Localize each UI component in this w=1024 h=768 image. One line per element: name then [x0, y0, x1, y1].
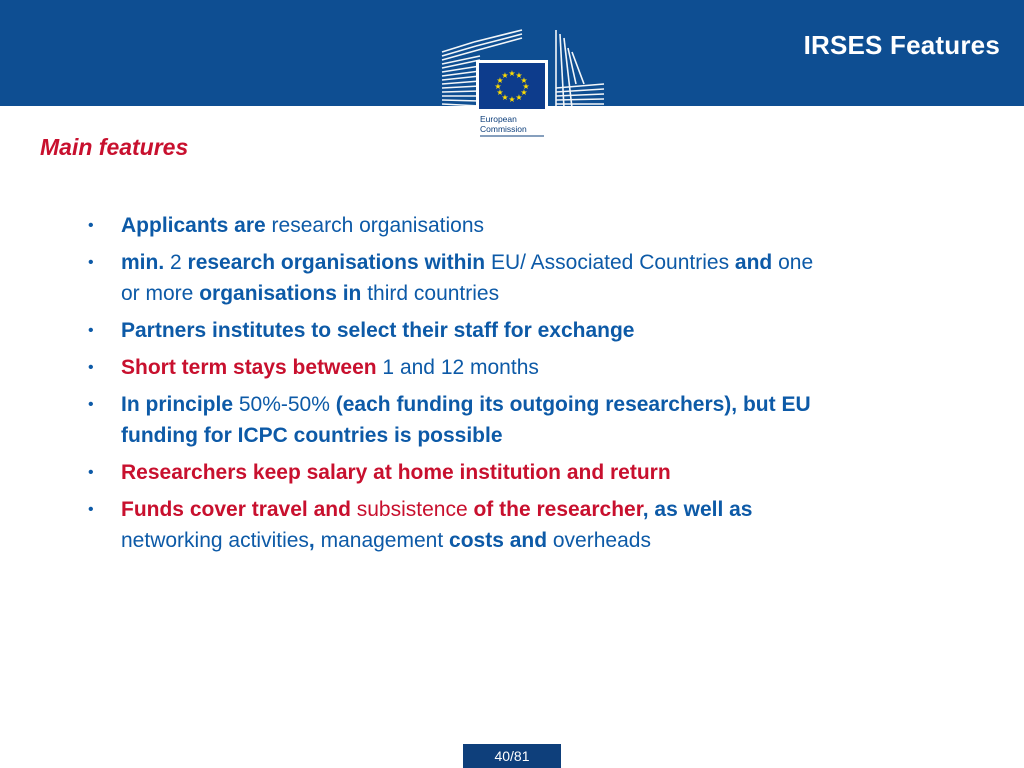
svg-text:★: ★: [515, 93, 523, 102]
bullet-text-segment: networking activities: [121, 529, 309, 552]
feature-bullet-list: [88, 210, 818, 562]
bullet-text-segment: overheads: [547, 529, 651, 552]
page-indicator: 40/81: [463, 744, 561, 768]
svg-text:★: ★: [494, 82, 502, 91]
bullet-text-segment: research organisations within: [187, 251, 486, 274]
svg-text:★: ★: [520, 88, 528, 97]
svg-text:★: ★: [501, 71, 509, 80]
bullet-text-segment: one or more: [121, 251, 814, 305]
bullet-text-segment: , as well as: [642, 498, 753, 521]
bullet-dot-icon: •: [88, 359, 94, 376]
bullet-text-segment: Funds cover travel and: [121, 498, 351, 521]
bullet-text-segment: Researchers keep salary at home institution and return: [121, 461, 671, 484]
logo-text-line1: European: [480, 114, 517, 124]
european-commission-logo: [436, 28, 608, 144]
svg-text:★: ★: [496, 88, 504, 97]
bullet-text-segment: Applicants are: [121, 214, 266, 237]
feature-bullet: [88, 457, 818, 488]
bullet-text-segment: ,: [308, 529, 315, 552]
bullet-text-segment: 1 and 12 months: [376, 356, 539, 379]
bullet-dot-icon: •: [88, 217, 94, 234]
bullet-text-segment: organisations in: [199, 282, 362, 305]
slide-title: IRSES Features: [803, 30, 1000, 60]
bullet-dot-icon: •: [88, 396, 94, 413]
bullet-text-segment: min.: [121, 251, 165, 274]
bullet-text-segment: 50%-50%: [233, 393, 336, 416]
bullet-text-segment: 2: [164, 251, 188, 274]
bullet-dot-icon: •: [88, 254, 94, 271]
bullet-text-segment: and: [734, 251, 773, 274]
bullet-dot-icon: •: [88, 322, 94, 339]
bullet-text-segment: costs and: [449, 529, 548, 552]
feature-bullet: [88, 315, 818, 346]
bullet-text-segment: Short term stays between: [121, 356, 377, 379]
svg-text:★: ★: [508, 69, 516, 78]
svg-text:★: ★: [522, 82, 530, 91]
feature-bullet: [88, 210, 818, 241]
bullet-dot-icon: •: [88, 464, 94, 481]
feature-bullet: [88, 494, 818, 556]
bullet-text-segment: of the researcher: [473, 498, 643, 521]
feature-bullet: [88, 352, 818, 383]
bullet-text-segment: subsistence: [350, 498, 474, 521]
bullet-text-segment: Partners institutes to select their staff for exchange: [121, 319, 635, 342]
feature-bullet: [88, 247, 818, 309]
svg-text:★: ★: [520, 76, 528, 85]
bullet-text-segment: (each funding its outgoing researchers), but EU funding for ICPC countries is possible: [121, 393, 811, 447]
feature-bullet: [88, 389, 818, 451]
svg-text:★: ★: [508, 95, 516, 104]
bullet-text-segment: management: [314, 529, 450, 552]
bullet-text-segment: EU/ Associated Countries: [485, 251, 735, 274]
bullet-text-segment: third countries: [361, 282, 500, 305]
logo-text-line2: Commission: [480, 124, 527, 134]
svg-text:★: ★: [515, 71, 523, 80]
bullet-text-segment: research organisations: [265, 214, 485, 237]
bullet-dot-icon: •: [88, 501, 94, 518]
svg-text:★: ★: [496, 76, 504, 85]
svg-text:★: ★: [501, 93, 509, 102]
bullet-text-segment: In principle: [121, 393, 234, 416]
section-title: Main features: [40, 134, 189, 160]
